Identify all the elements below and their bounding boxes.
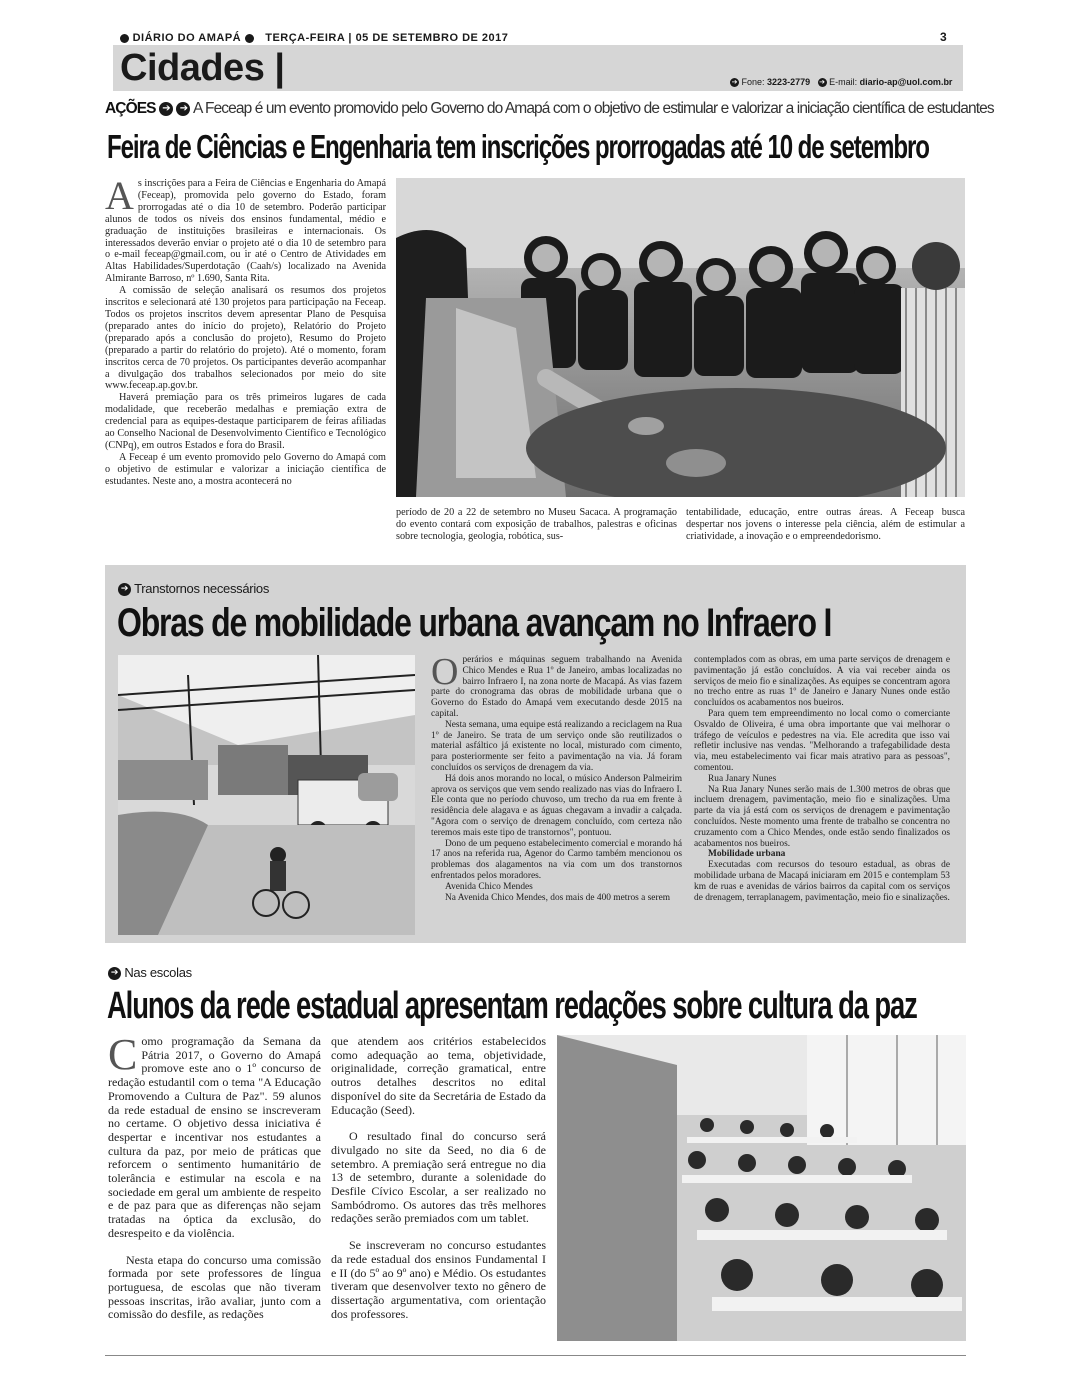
kicker: AÇÕES	[105, 100, 156, 117]
paragraph: que atendem aos critérios estabelecidos como adequação ao tema, objetividade, originalidade, correção gramatical, entre outros detalhes descritos no edital disponível do site da Secretária de Estado da Educação (Seed).	[331, 1034, 546, 1117]
subheading: Avenida Chico Mendes	[445, 881, 533, 892]
article-column	[331, 1035, 546, 1321]
kicker-line	[108, 965, 192, 980]
paragraph: s inscrições para a Feira de Ciências e Engenharia do Amapá (Feceap), promovida pelo governo do Estado, foram prorrogadas até o dia 10 de setembro. Poderão participar alunos de todos os níveis dos ensinos fundamental, médio e graduação de instituições brasileiras e internacionais. Os interessados deverão enviar o projeto até o dia 10 de setembro para o e-mail feceap@gmail.com, ou ir até o Centro de Atividades em Altas Habilidades/Superdotação (Caah/s) localizado na Avenida Almirante Barroso, nº 1.690, Santa Rita.	[105, 178, 386, 285]
arrow-icon: ➔	[159, 102, 173, 116]
paragraph: Há dois anos morando no local, o músico Anderson Palmeirim aprova os serviços que vem sendo realizado nas vias do Infraero I. Ele conta que no período chuvoso, um trecho da rua em frente à residência dele alagava e as águas chegavam a invadir a calçada. "Agora com o serviço de drenagem concluído, com certeza não teremos mais este tipo de transtornos", pontuou.	[431, 773, 682, 838]
article-column	[686, 507, 965, 543]
paragraph: Para quem tem empreendimento no local como o comerciante Osvaldo de Oliveira, é uma obra importante que vai melhorar o tráfego de veículos e pedestres na via. Ele acredita que isso vai refletir inclusive nas vendas. "Melhorando a trafegabilidade desta via, meu estabelecimento vai ficar mais atrativo para as pessoas", comentou.	[694, 708, 950, 773]
headline: Feira de Ciências e Engenharia tem inscrições prorrogadas até 10 de setembro	[107, 128, 929, 165]
issue-date: TERÇA-FEIRA | 05 DE SETEMBRO DE 2017	[265, 32, 509, 44]
bullet-icon	[245, 34, 254, 43]
phone-icon: ➔	[731, 78, 738, 87]
paragraph: Haverá premiação para os três primeiros lugares de cada modalidade, que receberão medalhas e premiação extra de credencial para as equipes-destaque participarem de feiras afiliadas ao Conselho Nacional de Desenvolvimento Científico e Tecnológico (CNPq), em outros Estados e fora do Brasil.	[105, 392, 386, 451]
paragraph: Na Rua Janary Nunes serão mais de 1.300 metros de obras que incluem drenagem, pavimentação, meio fio e sinalizações. Uma parte da via já está com os serviços de drenagem e pavimentação concluídos. Neste momento uma frente de trabalho se concentra no cruzamento com a Chico Mendes, onde estão sendo finalizados os acabamentos nos bueiros.	[694, 784, 950, 849]
deck: A Feceap é um evento promovido pelo Governo do Amapá com o objetivo de estimular e valorizar a iniciação científica de estudantes	[193, 100, 994, 117]
dropcap: O	[431, 651, 459, 693]
kicker-line	[118, 581, 269, 596]
masthead-line	[120, 32, 508, 44]
article-column	[694, 655, 950, 903]
kicker: Transtornos necessários	[134, 581, 270, 596]
roadworks-photo	[118, 655, 415, 935]
email-icon: ➔	[819, 78, 826, 87]
paragraph: A comissão de seleção analisará os resumos dos projetos inscritos e selecionará até 130 projetos para participação na Feceap. Todos os projetos inscritos devem apresentar Plano de Pesquisa (preparado antes do início do projeto), Relatório do Projeto (preparado após a conclusão do projeto), Resumo do Projeto (preparado a partir do relatório do projeto). Até o momento, foram inscritos cerca de 70 projetos. Os participantes deverão acompanhar a divulgação dos trabalhos selecionados por meio do site www.feceap.ap.gov.br.	[105, 285, 386, 392]
paragraph: Se inscreveram no concurso estudantes da rede estadual dos ensinos Fundamental I e II (do 5º ao 9º ano) e Médio. Os estudantes tiveram que desenvolver texto no gênero de dissertação argumentativa, com orientação dos professores.	[331, 1238, 546, 1321]
headline: Alunos da rede estadual apresentam redações sobre cultura da paz	[107, 985, 917, 1027]
bullet-icon	[120, 34, 129, 43]
science-fair-photo	[396, 178, 965, 497]
classroom-photo	[557, 1035, 966, 1341]
subheading: Mobilidade urbana	[708, 849, 786, 860]
classroom-illustration	[557, 1035, 966, 1341]
paragraph: Nesta semana, uma equipe está realizando a reciclagem na Rua 1º de Janeiro. Se trata de um serviço onde são reutilizados o material asfáltico já existente no local, misturado com cimento, para posteriormente ser feito a pavimentação na via. Já foram concluídos os serviços de drenagem da via.	[431, 719, 682, 773]
paragraph: O resultado final do concurso será divulgado no site da Seed, no dia 6 de setembro. A premiação será entregue no dia 13 de setembro, durante a solenidade do Desfile Cívico Escolar, a ser realizado no Sambódromo. Os autores das três melhores redações serão premiados com um tablet.	[331, 1129, 546, 1226]
article-column	[108, 1030, 321, 1322]
paragraph: Na Avenida Chico Mendes, dos mais de 400 metros a serem	[445, 892, 671, 903]
dropcap: C	[108, 1030, 138, 1079]
page-number: 3	[940, 30, 947, 44]
paragraph: A Feceap é um evento promovido pelo Governo do Amapá com o objetivo de estimular e valorizar a iniciação científica de estudantes. Neste ano, a mostra acontecerá no	[105, 451, 386, 487]
arrow-icon: ➔	[118, 583, 131, 596]
subheading: Rua Janary Nunes	[708, 773, 777, 784]
article-column	[105, 173, 386, 488]
roadworks-illustration	[118, 655, 415, 935]
paragraph: Executadas com recursos do tesouro estadual, as obras de mobilidade urbana de Macapá iniciaram em 2015 e contemplam 53 km de ruas e avenidas de vários bairros da capital com os serviços de drenagem, terraplanagem, pavimentação, meio fio e sinalizações.	[694, 860, 950, 903]
article-column	[431, 651, 682, 903]
kicker-line	[105, 100, 994, 118]
headline: Obras de mobilidade urbana avançam no Infraero I	[117, 601, 832, 645]
section-title: Cidades |	[120, 47, 285, 89]
kicker: Nas escolas	[124, 965, 192, 980]
paper-name: DIÁRIO DO AMAPÁ	[132, 32, 242, 44]
paragraph: contemplados com as obras, em uma parte serviços de drenagem e pavimentação já estão concluídos. A via vai receber ainda os serviços de meio fio e sinalizações. As equipes se concentram agora no trecho entre as ruas 1º de Janeiro e Janary Nunes onde estão concluídos os acabamentos nos bueiros.	[694, 655, 950, 709]
paragraph: período de 20 a 22 de setembro no Museu Sacaca. A programação do evento contará com exposição de trabalhos, palestras e oficinas sobre tecnologia, geologia, robótica, sus-	[396, 507, 677, 542]
arrow-icon: ➔	[108, 967, 121, 980]
paragraph: tentabilidade, educação, entre outras áreas. A Feceap busca despertar nos jovens o interesse pela ciência, além de estimular a criatividade, a inovação e o empreendedorismo.	[686, 507, 965, 542]
paragraph: Nesta etapa do concurso uma comissão formada por sete professores de língua portuguesa, de escolas que não tiveram pessoas inscritas, irão avaliar, junto com a comissão do desfile, as redações	[108, 1252, 321, 1322]
bottom-rule	[105, 1355, 966, 1356]
paragraph: Dono de um pequeno estabelecimento comercial e morando há 17 anos na referida rua, Agenor do Carmo também mencionou os problemas dos alagamentos na via com um dos transtornos enfrentados pelos moradores.	[431, 838, 682, 881]
students-illustration	[396, 178, 965, 497]
dropcap: A	[105, 173, 134, 218]
paragraph: omo programação da Semana da Pátria 2017, o Governo do Amapá promove este ano o 1º concurso de redação estudantil com o tema "A Educação Promovendo a Cultura de Paz". 59 alunos da rede estadual de ensino se inscreveram no certame. O objetivo dessa iniciativa é despertar e incentivar nos estudantes a cultura da paz, por meio de práticas que reforcem o sentimento humanitário de tolerância e estimular na escola e na sociedade em geral um ambiente de respeito e de paz para que as diferenças não sejam tratadas na óptica da exclusão, do desrespeito e da violência.	[108, 1034, 321, 1240]
arrow-icon: ➔	[176, 102, 190, 116]
article-column	[396, 507, 677, 543]
contact-line: ➔ Fone: 3223-2779 ➔ E-mail: diario-ap@uol.com.br	[731, 77, 953, 87]
paragraph: perários e máquinas seguem trabalhando na Avenida Chico Mendes e Rua 1º de Janeiro, ambas localizadas no bairro Infraero I, na zona norte de Macapá. As vias fazem parte do cronograma das obras de mobilidade urbana que o Governo do Estado do Amapá vem executando desde 2015 na capital.	[431, 655, 682, 719]
